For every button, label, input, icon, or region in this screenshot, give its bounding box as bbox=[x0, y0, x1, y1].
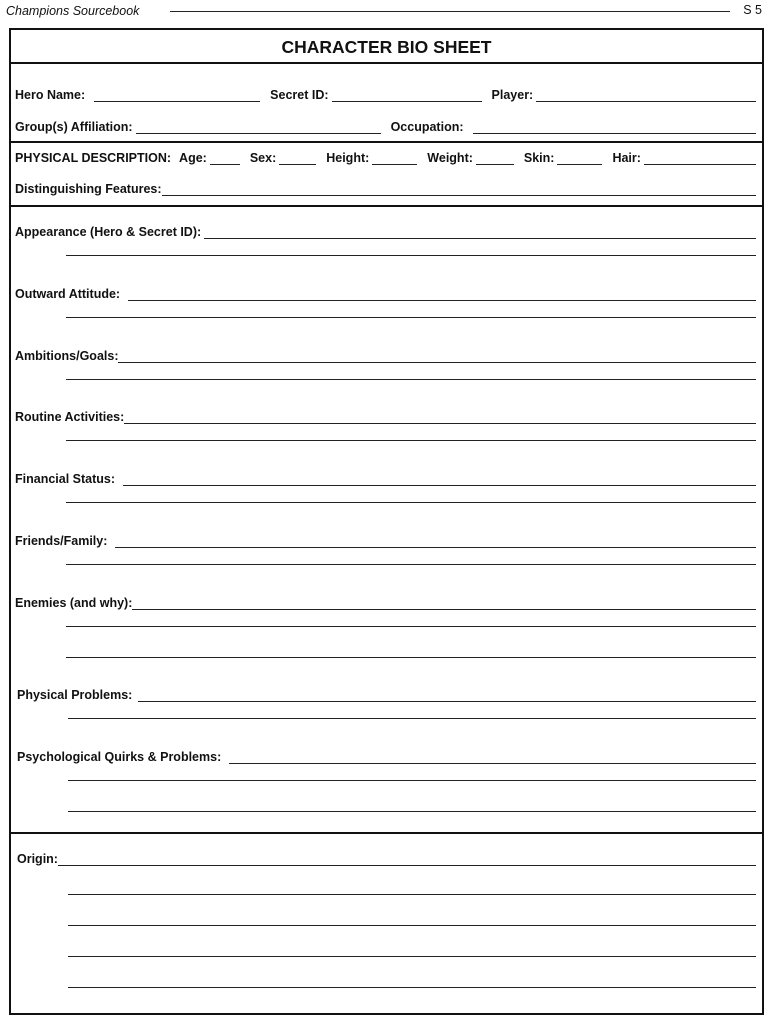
enemies-label: Enemies (and why): bbox=[15, 596, 133, 610]
groups-field[interactable] bbox=[136, 121, 381, 134]
occupation-field[interactable] bbox=[473, 121, 757, 134]
financial-label: Financial Status: bbox=[15, 472, 116, 486]
appearance-field[interactable] bbox=[204, 226, 756, 239]
ambitions-label: Ambitions/Goals: bbox=[15, 349, 119, 363]
attitude-field[interactable] bbox=[128, 288, 756, 301]
occupation-label: Occupation: bbox=[390, 120, 464, 134]
physical-row-1 bbox=[15, 151, 756, 165]
height-label: Height: bbox=[326, 151, 370, 165]
page-number: S 5 bbox=[743, 3, 762, 17]
identity-section bbox=[11, 64, 762, 143]
psych-continuation-line-2[interactable] bbox=[68, 811, 756, 812]
features-field[interactable] bbox=[162, 183, 756, 196]
psych-continuation-line-1[interactable] bbox=[68, 780, 756, 781]
skin-field[interactable] bbox=[557, 152, 602, 165]
sheet-title: CHARACTER BIO SHEET bbox=[11, 30, 762, 64]
friends-field[interactable] bbox=[115, 535, 756, 548]
bio-sheet-form bbox=[9, 28, 764, 1015]
enemies-continuation-line-1[interactable] bbox=[66, 626, 756, 627]
origin-continuation-line-2[interactable] bbox=[68, 925, 756, 926]
origin-continuation-line-3[interactable] bbox=[68, 956, 756, 957]
physical-heading: PHYSICAL DESCRIPTION: bbox=[15, 151, 172, 165]
financial-row bbox=[15, 472, 756, 486]
header-rule bbox=[170, 11, 730, 12]
hair-label: Hair: bbox=[612, 151, 641, 165]
appearance-row bbox=[15, 225, 756, 239]
routine-row bbox=[15, 410, 756, 424]
appearance-label: Appearance (Hero & Secret ID): bbox=[15, 225, 202, 239]
secret-id-label: Secret ID: bbox=[270, 88, 329, 102]
friends-row bbox=[15, 534, 756, 548]
attitude-row bbox=[15, 287, 756, 301]
skin-label: Skin: bbox=[523, 151, 555, 165]
origin-continuation-line-1[interactable] bbox=[68, 894, 756, 895]
enemies-field[interactable] bbox=[132, 597, 756, 610]
routine-label: Routine Activities: bbox=[15, 410, 125, 424]
psych-row bbox=[17, 750, 756, 764]
height-field[interactable] bbox=[372, 152, 417, 165]
attitude-continuation-line[interactable] bbox=[66, 317, 756, 318]
identity-row-1 bbox=[15, 88, 756, 102]
groups-label: Group(s) Affiliation: bbox=[15, 120, 133, 134]
identity-row-2 bbox=[15, 120, 756, 134]
psych-field[interactable] bbox=[229, 751, 756, 764]
hero-name-field[interactable] bbox=[94, 89, 260, 102]
attitude-label: Outward Attitude: bbox=[15, 287, 121, 301]
age-label: Age: bbox=[179, 151, 207, 165]
player-field[interactable] bbox=[536, 89, 756, 102]
origin-label: Origin: bbox=[17, 852, 58, 866]
origin-field[interactable] bbox=[58, 853, 756, 866]
secret-id-field[interactable] bbox=[332, 89, 482, 102]
friends-label: Friends/Family: bbox=[15, 534, 108, 548]
physical-row-2 bbox=[15, 182, 756, 196]
player-label: Player: bbox=[491, 88, 534, 102]
enemies-continuation-line-2[interactable] bbox=[66, 657, 756, 658]
ambitions-row bbox=[15, 349, 756, 363]
origin-continuation-line-4[interactable] bbox=[68, 987, 756, 988]
routine-continuation-line[interactable] bbox=[66, 440, 756, 441]
origin-section bbox=[11, 834, 762, 1011]
ambitions-continuation-line[interactable] bbox=[66, 379, 756, 380]
appearance-continuation-line[interactable] bbox=[66, 255, 756, 256]
physical-problems-field[interactable] bbox=[138, 689, 756, 702]
financial-continuation-line[interactable] bbox=[66, 502, 756, 503]
book-title: Champions Sourcebook bbox=[6, 4, 140, 18]
physical-problems-continuation-line[interactable] bbox=[68, 718, 756, 719]
physical-section bbox=[11, 143, 762, 207]
origin-row bbox=[17, 852, 756, 866]
hair-field[interactable] bbox=[644, 152, 756, 165]
sex-label: Sex: bbox=[249, 151, 277, 165]
friends-continuation-line[interactable] bbox=[66, 564, 756, 565]
weight-label: Weight: bbox=[427, 151, 473, 165]
weight-field[interactable] bbox=[476, 152, 514, 165]
physical-problems-row bbox=[17, 688, 756, 702]
sex-field[interactable] bbox=[279, 152, 316, 165]
physical-problems-label: Physical Problems: bbox=[17, 688, 133, 702]
features-label: Distinguishing Features: bbox=[15, 182, 162, 196]
routine-field[interactable] bbox=[124, 411, 756, 424]
bio-section bbox=[11, 207, 762, 834]
psych-label: Psychological Quirks & Problems: bbox=[17, 750, 222, 764]
age-field[interactable] bbox=[210, 152, 240, 165]
ambitions-field[interactable] bbox=[118, 350, 756, 363]
enemies-row bbox=[15, 596, 756, 610]
financial-field[interactable] bbox=[123, 473, 756, 486]
hero-name-label: Hero Name: bbox=[15, 88, 86, 102]
